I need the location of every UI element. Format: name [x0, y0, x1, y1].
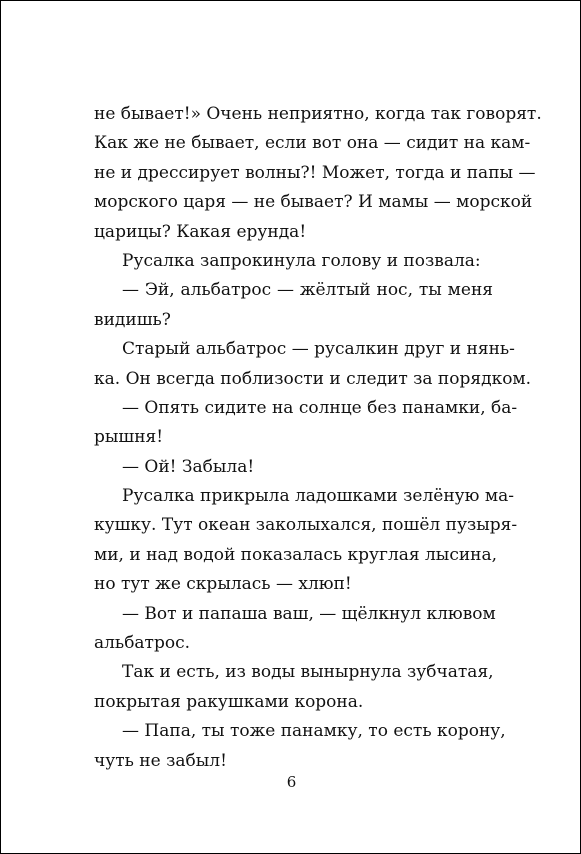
text-line: царицы? Какая ерунда!	[94, 221, 307, 242]
text-line: морского царя — не бывает? И мамы — морской	[94, 192, 533, 213]
text-line: — Эй, альбатрос — жёлтый нос, ты меня	[122, 280, 493, 301]
text-line: Как же не бывает, если вот она — сидит на кам-	[94, 133, 531, 154]
text-line: не бывает!» Очень неприятно, когда так говорят.	[94, 104, 542, 124]
text-line: видишь?	[94, 309, 171, 330]
body-text	[94, 100, 542, 776]
text-line: чуть не забыл!	[94, 750, 227, 771]
text-line: — Опять сидите на солнце без панамки, ба-	[122, 397, 518, 418]
text-line: альбатрос.	[94, 633, 191, 654]
text-line: кушку. Тут океан заколыхался, пошёл пузыря-	[94, 515, 518, 536]
text-line: — Вот и папаша ваш, — щёлкнул клювом	[122, 603, 496, 624]
text-line: Старый альбатрос — русалкин друг и нянь-	[122, 339, 515, 360]
text-line: рышня!	[94, 427, 164, 448]
text-line: — Ой! Забыла!	[122, 456, 255, 477]
text-line: но тут же скрылась — хлюп!	[94, 574, 352, 595]
text-line: Русалка прикрыла ладошками зелёную ма-	[122, 486, 514, 507]
text-line: — Папа, ты тоже панамку, то есть корону,	[122, 721, 506, 742]
text-line: ми, и над водой показалась круглая лысина,	[94, 544, 498, 565]
text-line: Русалка запрокинула голову и позвала:	[122, 250, 481, 271]
text-line: покрытая ракушками корона.	[94, 691, 364, 712]
page-number: 6	[286, 773, 297, 791]
text-line: Так и есть, из воды вынырнула зубчатая,	[122, 662, 494, 683]
text-line: ка. Он всегда поблизости и следит за порядком.	[94, 368, 532, 389]
text-line: не и дрессирует волны?! Может, тогда и папы —	[94, 162, 536, 183]
